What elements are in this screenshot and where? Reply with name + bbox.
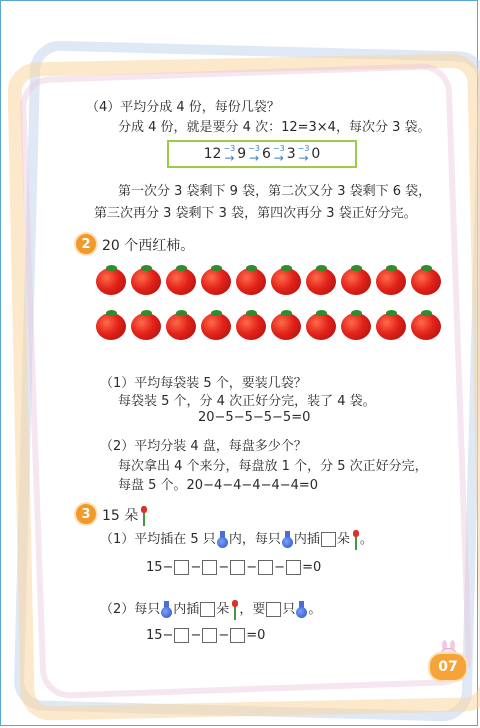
tomato-icon	[271, 268, 301, 295]
answer-box[interactable]	[202, 560, 217, 575]
flower-icon	[231, 600, 239, 620]
problem-3-q1-c: 内插	[293, 532, 320, 547]
chain-number: 0	[311, 146, 321, 162]
flower-icon	[352, 530, 360, 550]
tomato-icon	[131, 313, 161, 340]
tomato-icon	[271, 313, 301, 340]
problem-3-q2-a: （2）每只	[100, 602, 161, 617]
problem-3-title-row	[102, 505, 148, 526]
problem-3-q1-b: 内，每只	[228, 532, 281, 547]
tomato-icon	[96, 268, 126, 295]
problem-2-q2-line2: 每盘 5 个。20−4−4−4−4−4=0	[118, 478, 319, 493]
problem-3-equation-2	[146, 628, 265, 643]
vase-icon	[296, 601, 307, 619]
problem-2-q1-title: （1）平均每袋装 5 个，要装几袋？	[100, 376, 307, 391]
vase-icon	[217, 531, 228, 549]
problem-2-q2-line1: 每次拿出 4 个来分，每盘放 1 个，分 5 次正好分完，	[118, 459, 428, 474]
tomato-icon	[236, 268, 266, 295]
answer-box[interactable]	[174, 628, 189, 643]
equation-end: =0	[246, 628, 266, 643]
tomato-icon	[166, 268, 196, 295]
part4-title: （4）平均分成 4 份，每份几袋？	[86, 100, 280, 115]
answer-box[interactable]	[321, 532, 336, 547]
tomato-icon	[341, 268, 371, 295]
chain-number: 9	[237, 146, 247, 162]
problem-3-q2-c: 朵	[216, 602, 230, 617]
problem-3-q1-row	[100, 528, 373, 550]
vase-icon	[161, 601, 172, 619]
page-number: 07	[428, 652, 468, 682]
tomato-icon	[131, 268, 161, 295]
problem-3-equation-1	[146, 560, 321, 575]
subtraction-chain	[167, 140, 357, 168]
chain-arrow: −3 →	[248, 144, 260, 165]
problem-3-q1-a: （1）平均插在 5 只	[100, 532, 216, 547]
tomato-icon	[306, 313, 336, 340]
flower-icon	[140, 506, 148, 526]
minus-sign: −	[246, 560, 258, 575]
problem-3-q1-d: 朵	[336, 532, 350, 547]
problem-3-q2-e: 只	[282, 602, 296, 617]
problem-3-q2-f: 。	[308, 602, 322, 617]
minus-sign: −	[190, 560, 202, 575]
minus-sign: −	[274, 560, 286, 575]
problem-2-q2-title: （2）平均分装 4 盘，每盘多少个？	[100, 439, 307, 454]
problem-3-q2-row	[100, 598, 321, 620]
problem-3-badge: 3	[74, 502, 98, 526]
problem-3-q1-e: 。	[359, 532, 373, 547]
problem-3-title: 15 朵	[102, 508, 139, 524]
problem-2-q1-equation: 20−5−5−5−5=0	[198, 410, 311, 425]
problem-3-q2-d: ，要	[239, 602, 266, 617]
chain-arrow: −3 →	[297, 144, 310, 165]
vase-icon	[282, 531, 293, 549]
minus-sign: −	[218, 628, 230, 643]
problem-3-q2-b: 内插	[173, 602, 200, 617]
answer-box[interactable]	[230, 628, 245, 643]
tomato-icon	[201, 268, 231, 295]
tomato-icon	[201, 313, 231, 340]
answer-box[interactable]	[286, 560, 301, 575]
equation-start: 15−	[146, 560, 174, 575]
answer-box[interactable]	[258, 560, 273, 575]
equation-end: =0	[302, 560, 322, 575]
problem-2-title: 20 个西红柿。	[102, 238, 195, 254]
part4-line1: 分成 4 份，就是要分 4 次：12=3×4，每次分 3 袋。	[118, 120, 431, 135]
answer-box[interactable]	[230, 560, 245, 575]
tomato-icon	[236, 313, 266, 340]
part4-line3: 第三次再分 3 袋剩下 3 袋，第四次再分 3 袋正好分完。	[94, 206, 417, 221]
part4-line2: 第一次分 3 袋剩下 9 袋，第二次又分 3 袋剩下 6 袋，	[118, 184, 432, 199]
answer-box[interactable]	[174, 560, 189, 575]
problem-2-q1-line1: 每袋装 5 个，分 4 次正好分完，装了 4 袋。	[118, 394, 376, 409]
chain-arrow: −3 →	[272, 144, 285, 165]
chain-number: 6	[261, 146, 271, 162]
minus-sign: −	[190, 628, 202, 643]
tomato-icon	[341, 313, 371, 340]
equation-start: 15−	[146, 628, 174, 643]
tomato-icon	[411, 268, 441, 295]
chain-number: 12	[203, 146, 222, 162]
answer-box[interactable]	[266, 602, 281, 617]
problem-2-badge: 2	[74, 232, 98, 256]
minus-sign: −	[218, 560, 230, 575]
tomato-icon	[411, 313, 441, 340]
tomato-icon	[376, 313, 406, 340]
answer-box[interactable]	[200, 602, 215, 617]
tomato-icon	[376, 268, 406, 295]
chain-number: 3	[286, 146, 296, 162]
chain-arrow: −3 →	[223, 144, 236, 165]
tomato-icon	[166, 313, 196, 340]
tomato-icon	[306, 268, 336, 295]
tomato-icon	[96, 313, 126, 340]
answer-box[interactable]	[202, 628, 217, 643]
